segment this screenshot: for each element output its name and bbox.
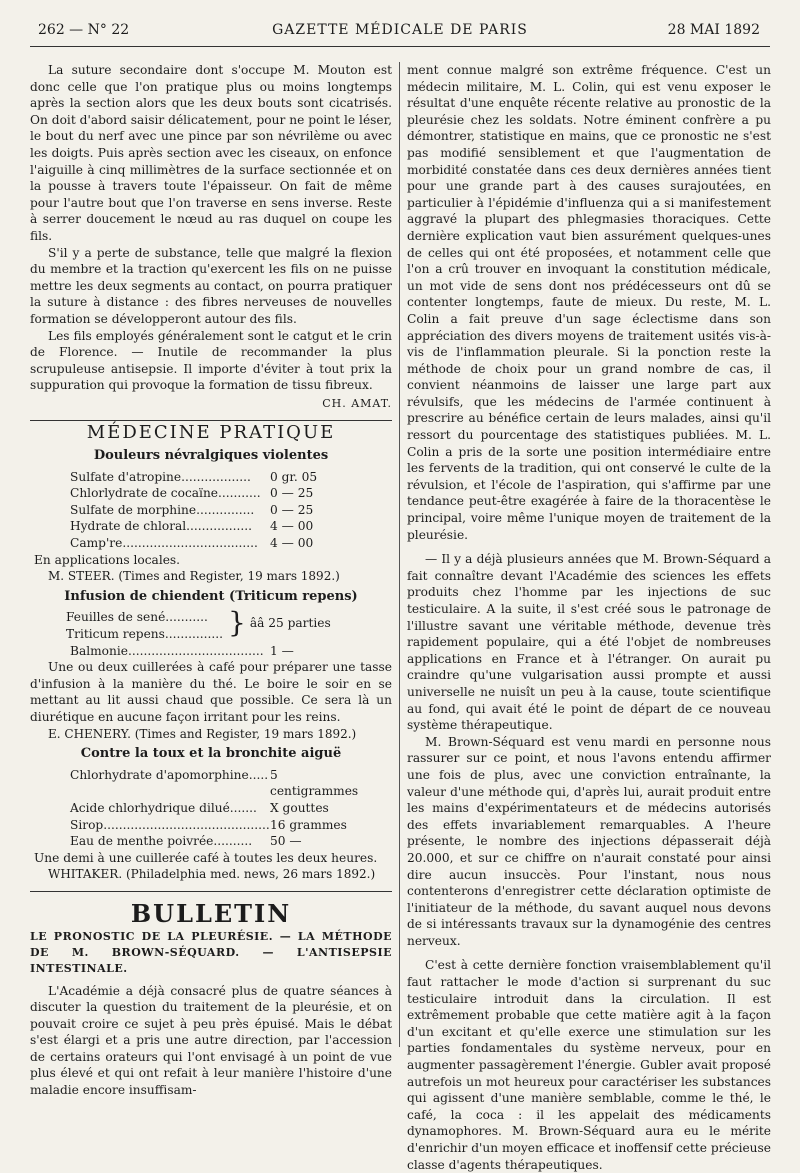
prescription-line: Sirop........................................... 16 grammes <box>70 817 347 832</box>
paragraph: — Il y a déjà plusieurs années que M. Brown-Séquard a fait connaître devant l'Académie des sciences les effets produits chez l'homme par les injections de suc testiculaire. A la suite, il s'est créé sous le patronage de l'illustre savant une véritable méthode, devenue très rapidement populaire, qui a été l'objet de nombreuses applications en France et à l'étranger. On aurait pu craindre qu'une vulgarisation aussi prompte et aussi universelle ne nuisît un peu à la cause, toute scientifique au fond, qui avait été le point de départ de ce nouveau système thérapeutique. <box>407 552 771 733</box>
journal-title: GAZETTE MÉDICALE DE PARIS <box>272 22 528 38</box>
prescription-line: Camp're................................... 4 — 00 <box>70 536 314 551</box>
prescription-line: Acide chlorhydrique dilué....... X gouttes <box>70 800 329 815</box>
bulletin-title: BULLETIN <box>130 898 292 928</box>
prescription-line: Chlorlydrate de cocaïne........... 0 — 25 <box>70 486 314 501</box>
prescription-note: En applications locales. <box>34 552 181 567</box>
prescription-title: Contre la toux et la bronchite aiguë <box>80 746 342 762</box>
column-divider <box>399 62 400 1047</box>
paragraph: ment connue malgré son extrême fréquence. C'est un médecin militaire, M. L. Colin, qui est venu exposer le résultat d'une enquête récente relative au pronostic de la pleurésie chez les soldats. Notre éminent confrère a pu démontrer, statistique en mains, que ce pronostic ne s'est pas modifié sensiblement et que l'augmentation de morbidité constatée dans ces deux dernières années tient pour une grande part à des causes surajoutées, en particulier à l'épidémie d'influenza qui a si manifestement aggravé la plupart des phlegmasies thoraciques. Cette dernière explication vaut bien assurément quelques-unes de celles qui ont été proposées, et notamment celle que l'on a crû trouver en invoquant la constitution médicale, un mot vide de sens dont nos prédécesseurs ont dû se contenter longtemps, faute de mieux. Du reste, M. L. Colin a fait preuve d'un sage éclectisme dans son appréciation des divers moyens de traitement usités vis-à-vis de l'inflammation pleurale. Si la ponction reste la méthode de choix pour un grand nombre de cas, il convient néanmoins de laisser une large part aux révulsifs, que les médecins de l'armée continuent à prescrire au bénéfice certain de leurs malades, ainsi qu'il ressort du pourcentage des statistiques publiées. M. L. Colin a pris de la sorte une position intermédiaire entre les fervents de la tradition, qui ont conservé le culte de la révulsion, et l'école de l'aspiration, qui s'affirme par une tendance peut-être exagérée à faire de la thoracentèse le principal, voire même l'unique moyen de traitement de la pleurésie. <box>407 63 771 542</box>
page-number: 262 — N° 22 <box>38 22 130 38</box>
section-rule <box>30 891 392 892</box>
prescription-line: Chlorhydrate d'apomorphine..... 5 centigrammes <box>70 767 359 799</box>
brace-symbol: } <box>228 606 246 640</box>
prescription-line: Eau de menthe poivrée.......... 50 — <box>70 834 302 849</box>
prescription-line: Triticum repens............... <box>66 627 224 641</box>
prescription-line: Balmonie................................... 1 — <box>70 643 294 658</box>
page-header <box>30 22 770 46</box>
section-title: MÉDECINE PRATIQUE <box>86 422 336 444</box>
paragraph: S'il y a perte de substance, telle que malgré la flexion du membre et la traction qu'exercent les fils on ne puisse mettre les deux segments au contact, on pourra pratiquer la suture à distance : des fibres nerveuses de nouvelles formation se développeront autour des fils. <box>30 245 392 326</box>
prescription-line: Sulfate d'atropine.................. 0 gr. 05 <box>70 469 318 484</box>
prescription-brace-group <box>30 606 392 642</box>
left-column <box>30 62 392 1099</box>
prescription-source: E. CHENERY. (Times and Register, 19 mars 1892.) <box>48 726 357 741</box>
paragraph: La suture secondaire dont s'occupe M. Mouton est donc celle que l'on pratique plus ou moins longtemps après la section alors que les deux bouts sont cicatrisés. On doit d'abord saisir délicatement, pour ne point le léser, le bout du nerf avec une pince par son névrilème ou avec les doigts. Puis après section avec les ciseaux, on enfonce l'aiguille à cinq millimètres de la surface sectionnée et on la pousse à travers toute l'épaisseur. On fait de même pour l'autre bout que l'on traverse en sens inverse. Reste à serrer doucement le nœud au ras duquel on coupe les fils. <box>30 63 392 243</box>
paragraph: M. Brown-Séquard est venu mardi en personne nous rassurer sur ce point, et nous l'avons entendu affirmer une fois de plus, avec une conviction entraînante, la valeur d'une méthode qui, d'après lui, aurait produit entre les mains d'expérimentateurs et de médecins autorisés des effets invariablement remarquables. A l'heure présente, le nombre des injections dépasserait déjà 20.000, et sur ce chiffre on n'aurait constaté pour ainsi dire aucun insuccès. Pour l'instant, nous nous contenterons d'enregistrer cette déclaration optimiste de l'initiateur de la méthode, du savant auquel nous devons de si intéressants travaux sur la dynamogénie des centres nerveux. <box>407 734 771 948</box>
author-signature: CH. AMAT. <box>322 396 392 410</box>
issue-date: 28 MAI 1892 <box>667 22 760 38</box>
prescription-title: Douleurs névralgiques violentes <box>93 448 329 464</box>
prescription-line: Hydrate de chloral................. 4 — 00 <box>70 519 314 534</box>
paragraph: L'Académie a déjà consacré plus de quatre séances à discuter la question du traitement de la pleurésie, et on pouvait croire ce sujet à peu près épuisé. Mais le débat s'est élargi et a pris une autre direction, par l'accession de certains orateurs qui l'ont envisagé à un point de vue plus élevé et qui ont refait à leur manière l'histoire d'une maladie encore insuffisam- <box>30 983 392 1098</box>
paragraph: Les fils employés généralement sont le catgut et le crin de Florence. — Inutile de recommander la plus scrupuleuse antisepsie. Il importe d'éviter à tout prix la suppuration qui provoque la formation de tissu fibreux. <box>30 328 392 393</box>
paragraph: C'est à cette dernière fonction vraisemblablement qu'il faut rattacher le mode d'action si surprenant du suc testiculaire introduit dans la circulation. Il est extrêmement probable que cette matière agit à la façon d'un excitant et qu'elle exerce une stimulation sur les parties fondamentales du système nerveux, pour en augmenter passagèrement l'énergie. Gubler avait proposé autrefois un mot heureux pour caractériser les substances qui agissent d'une manière semblable, comme le thé, le café, la coca : il les appelait des médicaments dynamophores. M. Brown-Séquard aura eu le mérite d'enrichir d'un moyen efficace et inoffensif cette précieuse classe d'agents thérapeutiques. <box>407 958 771 1172</box>
prescription-source: WHITAKER. (Philadelphia med. news, 26 mars 1892.) <box>48 867 376 882</box>
paragraph: Une ou deux cuillerées à café pour préparer une tasse d'infusion à la manière du thé. Le boire le soir en se mettant au lit aussi chaud que possible. Ce sera là un diurétique en aucune façon irritant pour les reins. <box>30 660 392 724</box>
right-column <box>407 62 771 1173</box>
header-rule <box>30 46 770 47</box>
prescription-line: Sulfate de morphine............... 0 — 25 <box>70 502 314 517</box>
prescription-line: Feuilles de sené........... <box>66 610 208 625</box>
bulletin-subtitle: LE PRONOSTIC DE LA PLEURÉSIE. — LA MÉTHODE DE M. BROWN-SÉQUARD. — L'ANTISEPSIE INTESTINALE. <box>30 929 392 975</box>
prescription-title: Infusion de chiendent (Triticum repens) <box>64 588 358 604</box>
prescription-source: M. STEER. (Times and Register, 19 mars 1892.) <box>48 569 340 584</box>
prescription-qty: ââ 25 parties <box>249 616 331 631</box>
prescription-note: Une demi à une cuillerée café à toutes les deux heures. <box>34 850 378 865</box>
